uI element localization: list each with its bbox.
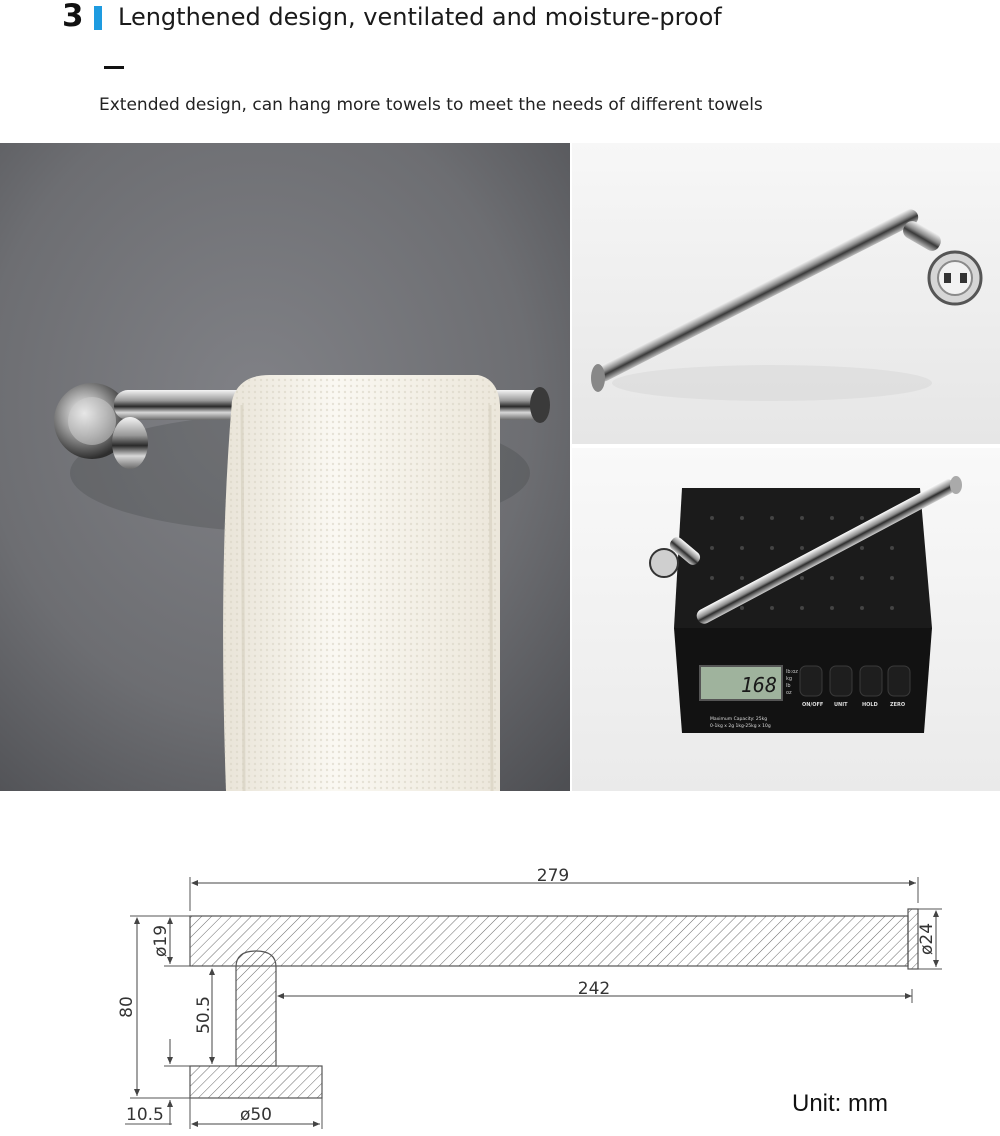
scale-unit-oz: oz xyxy=(786,690,792,696)
dim-base-thickness: 10.5 xyxy=(126,1105,164,1125)
section-number: 3 xyxy=(62,0,84,34)
scale-unit-lboz: lb:oz xyxy=(786,669,798,675)
towel-bar-photo xyxy=(0,143,570,791)
bar-product-photo xyxy=(570,143,1000,444)
section-title: Lengthened design, ventilated and moisture-proof xyxy=(118,3,722,31)
section-header xyxy=(0,0,1000,143)
scale-btn-onoff: ON/OFF xyxy=(802,702,824,708)
scale-display-digits: 168 xyxy=(740,673,777,697)
scale-btn-hold: HOLD xyxy=(862,702,878,708)
dim-end-diameter: ø24 xyxy=(917,922,937,956)
scale-capacity-line2: 0-1kg x 2g 1kg-25kg x 10g xyxy=(710,724,771,729)
dim-height: 80 xyxy=(117,996,137,1018)
divider-dash xyxy=(104,66,124,69)
dimension-drawing xyxy=(0,791,1000,1132)
scale-unit-lb: lb xyxy=(786,683,791,689)
scale-btn-zero: ZERO xyxy=(890,702,906,708)
dim-total-length: 279 xyxy=(536,866,570,886)
scale-unit-kg: kg xyxy=(786,676,793,682)
dim-base-diameter: ø50 xyxy=(239,1105,273,1125)
dim-bar-length: 242 xyxy=(577,979,611,999)
dim-bar-diameter: ø19 xyxy=(151,924,171,958)
accent-bar xyxy=(94,6,102,30)
scale-weight-photo xyxy=(570,446,1000,793)
dim-post-height: 50.5 xyxy=(194,996,214,1034)
unit-label: Unit: mm xyxy=(792,1090,888,1117)
scale-btn-unit: UNIT xyxy=(834,702,848,708)
scale-capacity-line1: Maximum Capacity: 25kg xyxy=(710,717,768,722)
section-subtitle: Extended design, can hang more towels to meet the needs of different towels xyxy=(99,95,763,115)
